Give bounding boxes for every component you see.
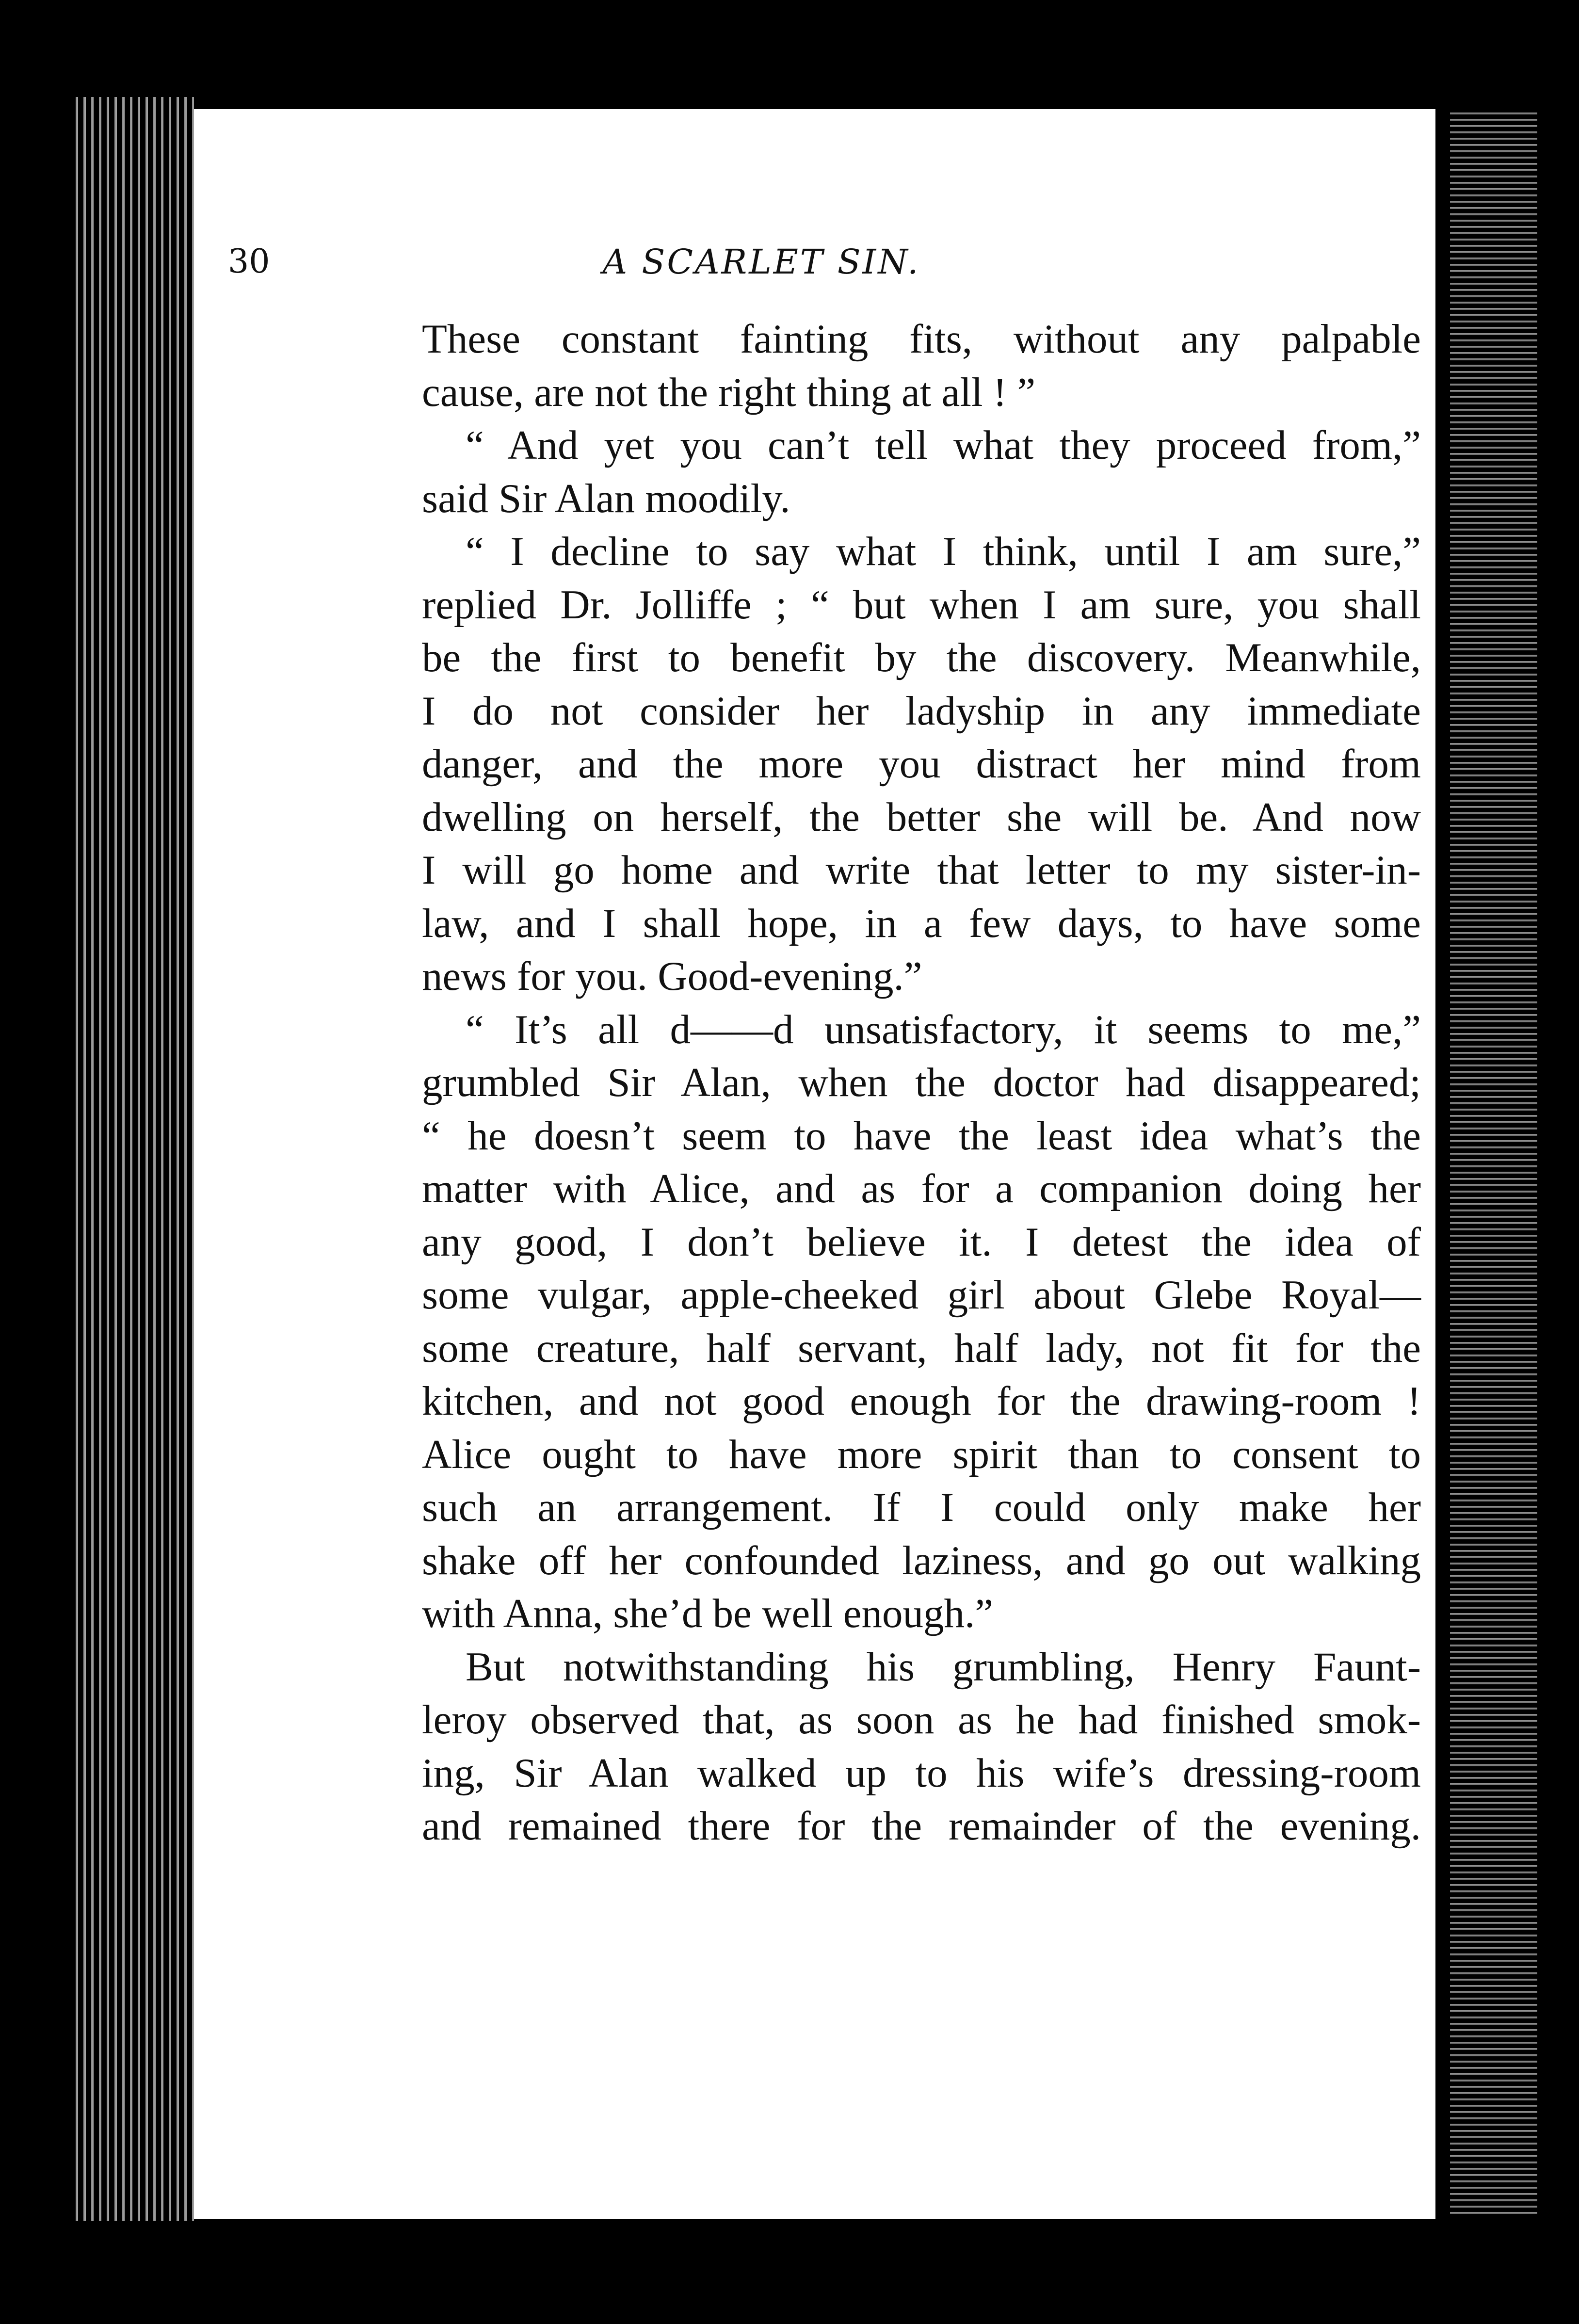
text-line: any good, I don’t believe it. I detest the idea of (422, 1219, 1421, 1265)
text-line: “ he doesn’t seem to have the least idea what’s the (422, 1113, 1421, 1159)
text-line: “ And yet you can’t tell what they proceed from,” (466, 422, 1421, 468)
text-line: But notwithstanding his grumbling, Henry Faunt- (466, 1644, 1421, 1690)
text-line: leroy observed that, as soon as he had finished smok- (422, 1697, 1421, 1743)
text-line: danger, and the more you distract her mind from (422, 741, 1421, 787)
page-edge (1450, 112, 1537, 2216)
page-header (228, 238, 1149, 291)
page-number: 30 (228, 242, 270, 281)
text-line: law, and I shall hope, in a few days, to have some (422, 900, 1421, 946)
text-line: with Anna, she’d be well enough.” (422, 1591, 993, 1636)
text-line: “ I decline to say what I think, until I am sure,” (466, 529, 1421, 574)
text-line: be the first to benefit by the discovery. Meanwhile, (422, 635, 1421, 680)
text-line: I do not consider her ladyship in any immediate (422, 688, 1421, 734)
text-line: such an arrangement. If I could only make her (422, 1485, 1421, 1530)
text-line: replied Dr. Jolliffe ; “ but when I am sure, you shall (422, 581, 1421, 628)
text-line: news for you. Good-evening.” (422, 953, 922, 999)
body-text (422, 313, 1421, 1853)
text-line: some vulgar, apple-cheeked girl about Glebe Royal— (422, 1272, 1421, 1318)
text-line: kitchen, and not good enough for the drawing-room ! (422, 1378, 1421, 1424)
text-line: grumbled Sir Alan, when the doctor had disappeared; (422, 1060, 1421, 1105)
text-line: some creature, half servant, half lady, not fit for the (422, 1325, 1421, 1371)
text-line: “ It’s all d——d unsatisfactory, it seems to me,” (466, 1006, 1421, 1052)
text-line: shake off her confounded laziness, and go out walking (422, 1537, 1421, 1583)
text-line: Alice ought to have more spirit than to consent to (422, 1431, 1421, 1477)
text-line: dwelling on herself, the better she will be. And now (422, 794, 1421, 840)
book-spine (73, 97, 194, 2221)
running-title: A SCARLET SIN. (602, 242, 920, 282)
text-line: I will go home and write that letter to my sister-in- (422, 847, 1421, 893)
text-line: ing, Sir Alan walked up to his wife’s dressing-room (422, 1750, 1421, 1796)
text-line: matter with Alice, and as for a companion doing her (422, 1166, 1421, 1211)
text-line: cause, are not the right thing at all ! ” (422, 369, 1036, 415)
text-line: said Sir Alan moodily. (422, 475, 790, 521)
text-line: These constant fainting fits, without any palpable (422, 316, 1421, 362)
text-line: and remained there for the remainder of the evening. (422, 1803, 1421, 1849)
